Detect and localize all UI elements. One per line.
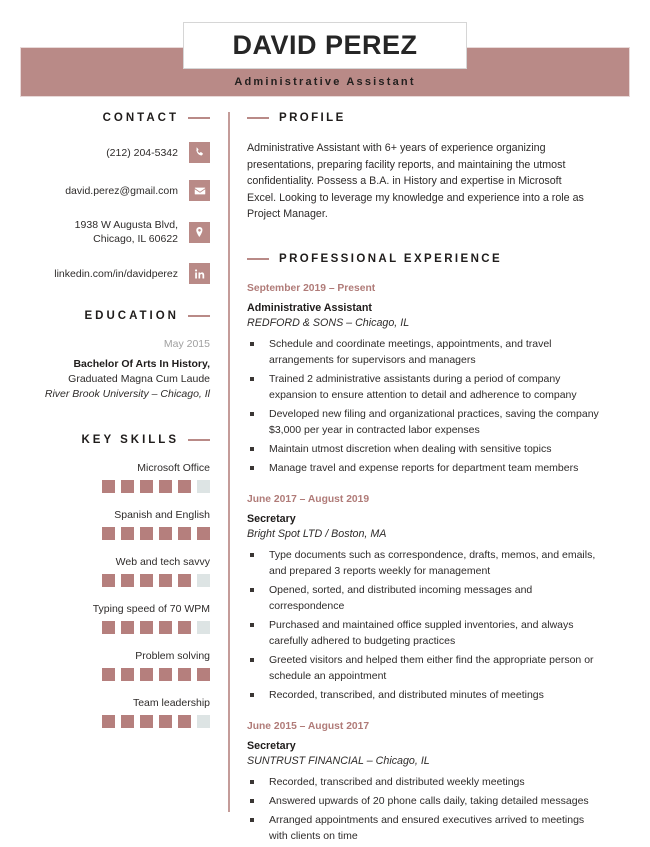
section-heading-experience <box>247 253 622 265</box>
skill-rating-square <box>102 574 115 587</box>
linkedin-icon <box>189 263 210 284</box>
skill-label: Typing speed of 70 WPM <box>92 603 210 615</box>
skill-rating-square <box>178 480 191 493</box>
skill-rating-bar <box>20 621 210 634</box>
experience-bullet-text: Recorded, transcribed and distributed weekly meetings <box>269 775 525 788</box>
experience-bullet-text: Answered upwards of 20 phone calls daily, taking detailed messages <box>269 794 589 807</box>
experience-entry <box>247 494 622 703</box>
skills-section <box>20 434 210 728</box>
heading-dash-icon <box>188 117 210 119</box>
experience-bullet-list <box>247 336 622 476</box>
experience-bullet <box>247 336 622 368</box>
skill-rating-square <box>197 574 210 587</box>
contact-item-email[interactable] <box>20 180 210 201</box>
skill-rating-square <box>102 621 115 634</box>
skill-rating-square <box>178 715 191 728</box>
experience-bullet <box>247 793 622 809</box>
contact-heading-label: CONTACT <box>102 112 179 124</box>
experience-company: SUNTRUST FINANCIAL – Chicago, IL <box>247 754 430 767</box>
profile-heading-label: PROFILE <box>279 112 346 124</box>
address-line-2: Chicago, IL 60622 <box>93 233 178 245</box>
education-degree: Bachelor Of Arts In History, <box>73 358 210 370</box>
skill-label: Web and tech savvy <box>115 556 210 568</box>
skills-list <box>20 462 210 728</box>
experience-date-range: June 2017 – August 2019 <box>247 493 370 505</box>
column-divider <box>228 112 230 812</box>
square-bullet-icon <box>247 547 269 557</box>
experience-bullet <box>247 617 622 649</box>
experience-bullet <box>247 687 622 703</box>
skill-rating-square <box>159 527 172 540</box>
square-bullet-icon <box>247 687 269 697</box>
section-heading-education <box>20 310 210 322</box>
skill-label: Team leadership <box>132 697 210 709</box>
education-school: River Brook University – Chicago, Il <box>44 388 210 400</box>
skill-rating-square <box>102 668 115 681</box>
experience-bullet-text: Purchased and maintained office suppled inventories, and always carefully adhered to budgeting practices <box>269 618 574 647</box>
skill-rating-square <box>159 480 172 493</box>
skill-rating-square <box>197 621 210 634</box>
square-bullet-icon <box>247 793 269 803</box>
contact-list <box>20 142 210 284</box>
skill-label: Problem solving <box>135 650 210 662</box>
experience-bullet-text: Trained 2 administrative assistants during a period of company expansion to ensure attention to detail and adherence to company <box>269 372 577 401</box>
experience-bullet <box>247 371 622 403</box>
section-heading-contact <box>20 112 210 124</box>
experience-bullet-text: Manage travel and expense reports for department team members <box>269 461 579 474</box>
email-value: david.perez@gmail.com <box>65 184 178 197</box>
address-value <box>75 218 178 246</box>
experience-company: Bright Spot LTD / Boston, MA <box>247 527 387 540</box>
education-heading-label: EDUCATION <box>84 310 179 322</box>
skill-rating-square <box>140 621 153 634</box>
candidate-job-title: Administrative Assistant <box>234 76 416 88</box>
skill-rating-square <box>197 715 210 728</box>
experience-bullet-text: Type documents such as correspondence, drafts, memos, and emails, and prepared 3 reports weekly for management <box>269 548 596 577</box>
skill-item <box>20 603 210 634</box>
square-bullet-icon <box>247 441 269 451</box>
experience-bullet-text: Schedule and coordinate meetings, appointments, and travel arrangements for supervisors and managers <box>269 337 552 366</box>
square-bullet-icon <box>247 617 269 627</box>
experience-bullet <box>247 774 622 790</box>
experience-date-range: September 2019 – Present <box>247 282 376 294</box>
experience-job-title: Secretary <box>247 512 296 525</box>
phone-icon <box>189 142 210 163</box>
name-box <box>183 22 467 69</box>
experience-bullet-list <box>247 774 622 844</box>
skill-rating-square <box>159 621 172 634</box>
experience-bullet <box>247 582 622 614</box>
skills-heading-label: KEY SKILLS <box>81 434 179 446</box>
square-bullet-icon <box>247 460 269 470</box>
experience-bullet <box>247 441 622 457</box>
experience-bullet <box>247 652 622 684</box>
section-heading-profile <box>247 112 622 124</box>
skill-rating-square <box>178 668 191 681</box>
skill-rating-square <box>197 668 210 681</box>
skill-rating-square <box>140 574 153 587</box>
square-bullet-icon <box>247 336 269 346</box>
resume-header <box>0 0 650 110</box>
experience-bullet <box>247 460 622 476</box>
skill-item <box>20 697 210 728</box>
skill-rating-square <box>121 480 134 493</box>
skill-item <box>20 462 210 493</box>
skill-rating-square <box>159 668 172 681</box>
skill-rating-square <box>178 527 191 540</box>
skill-rating-bar <box>20 715 210 728</box>
skill-rating-square <box>159 574 172 587</box>
experience-bullet <box>247 406 622 438</box>
experience-bullet-list <box>247 547 622 703</box>
experience-bullet-text: Developed new filing and organizational practices, saving the company $3,000 per year in contracted labor expenses <box>269 407 599 436</box>
main-content <box>247 112 622 847</box>
square-bullet-icon <box>247 774 269 784</box>
experience-bullet-text: Recorded, transcribed, and distributed minutes of meetings <box>269 688 544 701</box>
skill-label: Microsoft Office <box>137 462 210 474</box>
experience-entry <box>247 721 622 844</box>
square-bullet-icon <box>247 371 269 381</box>
skill-item <box>20 556 210 587</box>
skill-rating-bar <box>20 668 210 681</box>
skill-rating-square <box>140 480 153 493</box>
skill-rating-bar <box>20 574 210 587</box>
skill-rating-square <box>102 527 115 540</box>
map-pin-icon <box>189 222 210 243</box>
skill-rating-square <box>197 527 210 540</box>
envelope-icon <box>189 180 210 201</box>
contact-item-address[interactable] <box>20 218 210 246</box>
skill-rating-bar <box>20 480 210 493</box>
square-bullet-icon <box>247 582 269 592</box>
skill-rating-square <box>197 480 210 493</box>
experience-bullet-text: Maintain utmost discretion when dealing with sensitive topics <box>269 442 552 455</box>
heading-dash-icon <box>247 258 269 260</box>
experience-heading-label: PROFESSIONAL EXPERIENCE <box>279 252 503 265</box>
square-bullet-icon <box>247 652 269 662</box>
skill-rating-bar <box>20 527 210 540</box>
skill-rating-square <box>159 715 172 728</box>
skill-rating-square <box>102 480 115 493</box>
skill-rating-square <box>140 527 153 540</box>
experience-bullet-text: Greeted visitors and helped them either find the appropriate person or schedule an appointment <box>269 653 594 682</box>
experience-job-title: Secretary <box>247 739 296 752</box>
experience-bullet <box>247 812 622 844</box>
square-bullet-icon <box>247 406 269 416</box>
skill-rating-square <box>121 621 134 634</box>
heading-dash-icon <box>188 439 210 441</box>
skill-rating-square <box>102 715 115 728</box>
phone-value: (212) 204-5342 <box>106 146 178 159</box>
contact-item-linkedin[interactable] <box>20 263 210 284</box>
skill-label: Spanish and English <box>114 509 210 521</box>
skill-rating-square <box>178 621 191 634</box>
education-date: May 2015 <box>163 338 210 350</box>
contact-item-phone[interactable] <box>20 142 210 163</box>
profile-summary-text: Administrative Assistant with 6+ years of experience organizing presentations, preparing facility reports, and maintaining the utmost confidentiality. Possess a B.A. in History and expertise in Microsoft Excel. Looking to leverage my knowledge and experience into a role as Project Manager. <box>247 142 584 220</box>
candidate-name: DAVID PEREZ <box>232 30 418 60</box>
skill-rating-square <box>121 668 134 681</box>
skill-rating-square <box>140 715 153 728</box>
education-section <box>20 310 210 402</box>
section-heading-skills <box>20 434 210 446</box>
experience-bullet-text: Opened, sorted, and distributed incoming messages and correspondence <box>269 583 533 612</box>
education-honors: Graduated Magna Cum Laude <box>68 373 210 385</box>
heading-dash-icon <box>247 117 269 119</box>
experience-entry <box>247 283 622 476</box>
square-bullet-icon <box>247 812 269 822</box>
address-line-1: 1938 W Augusta Blvd, <box>74 219 178 231</box>
linkedin-value: linkedin.com/in/davidperez <box>54 267 178 280</box>
skill-item <box>20 509 210 540</box>
skill-rating-square <box>140 668 153 681</box>
experience-bullet <box>247 547 622 579</box>
skill-rating-square <box>121 574 134 587</box>
experience-bullet-text: Arranged appointments and ensured executives arrived to meetings with clients on time <box>269 813 585 842</box>
skill-rating-square <box>121 715 134 728</box>
skill-item <box>20 650 210 681</box>
experience-date-range: June 2015 – August 2017 <box>247 720 370 732</box>
experience-list <box>247 283 622 844</box>
sidebar <box>20 112 210 728</box>
heading-dash-icon <box>188 315 210 317</box>
experience-company: REDFORD & SONS – Chicago, IL <box>247 316 410 329</box>
skill-rating-square <box>178 574 191 587</box>
skill-rating-square <box>121 527 134 540</box>
experience-job-title: Administrative Assistant <box>247 301 372 314</box>
